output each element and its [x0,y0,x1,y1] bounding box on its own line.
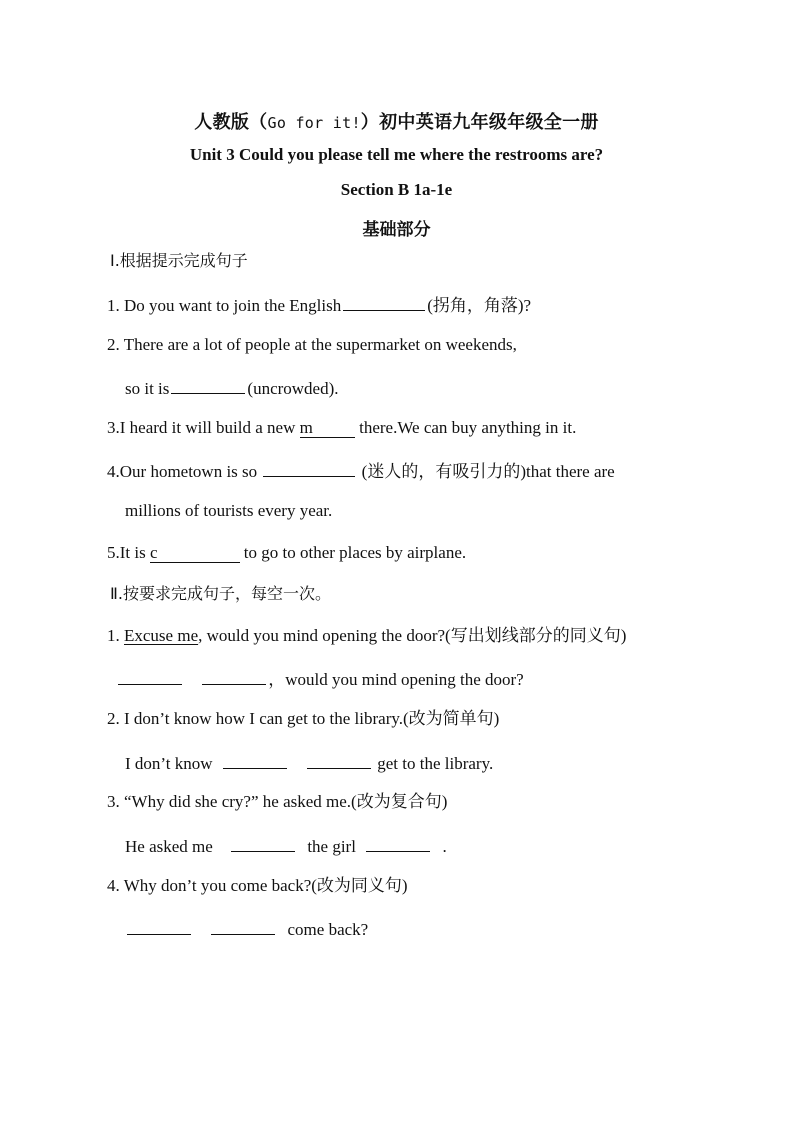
p2-question-1: 1. Excuse me, would you mind opening the door?(写出划线部分的同义句) [107,626,627,645]
answer-blank[interactable] [343,292,425,311]
p2-answer-3: He asked me the girl . [125,833,447,858]
p1-question-1: 1. Do you want to join the English (拐角，角落)? [107,292,531,317]
document-title: 人教版（Go for it!）初中英语九年级年级全一册 [194,112,599,132]
part-title: 基础部分 [362,220,431,239]
answer-blank[interactable] [118,666,182,685]
p1-question-4: 4.Our hometown is so (迷人的，有吸引力的)that there are [107,458,615,483]
answer-blank[interactable] [127,916,191,935]
unit-title: Unit 3 Could you please tell me where the restrooms are? [189,145,604,164]
answer-blank[interactable] [307,750,371,769]
p2-answer-2: I don’t know get to the library. [125,750,493,775]
answer-blank-hint[interactable]: c [150,544,240,563]
underlined-phrase: Excuse me [124,626,199,645]
answer-blank[interactable] [263,458,355,477]
answer-blank[interactable] [202,666,266,685]
p2-answer-4: come back? [125,916,368,941]
answer-blank[interactable] [211,916,275,935]
answer-blank[interactable] [223,750,287,769]
p1-question-2: 2. There are a lot of people at the supermarket on weekends, [107,335,517,354]
p1-question-5: 5.It is c to go to other places by airplane. [107,543,467,562]
p2-answer-1: ，would you mind opening the door? [116,666,524,691]
answer-blank[interactable] [366,833,430,852]
answer-blank[interactable] [171,375,245,394]
part1-heading: Ⅰ.根据提示完成句子 [110,251,248,270]
p2-question-4: 4. Why don’t you come back?(改为同义句) [107,876,408,895]
p2-question-3: 3. “Why did she cry?” he asked me.(改为复合句) [107,792,448,811]
answer-blank[interactable] [231,833,295,852]
answer-blank-hint[interactable]: m [300,419,355,438]
p1-question-2-cont: so it is (uncrowded). [125,375,339,400]
title-series-name: Go for it! [267,114,361,132]
p1-question-3: 3.I heard it will build a new m there.We can buy anything in it. [107,418,577,437]
p2-question-2: 2. I don’t know how I can get to the library.(改为简单句) [107,709,500,728]
part2-heading: Ⅱ.按要求完成句子，每空一次。 [110,584,331,603]
p1-question-4-cont: millions of tourists every year. [125,501,333,520]
section-title: Section B 1a-1e [340,180,453,199]
